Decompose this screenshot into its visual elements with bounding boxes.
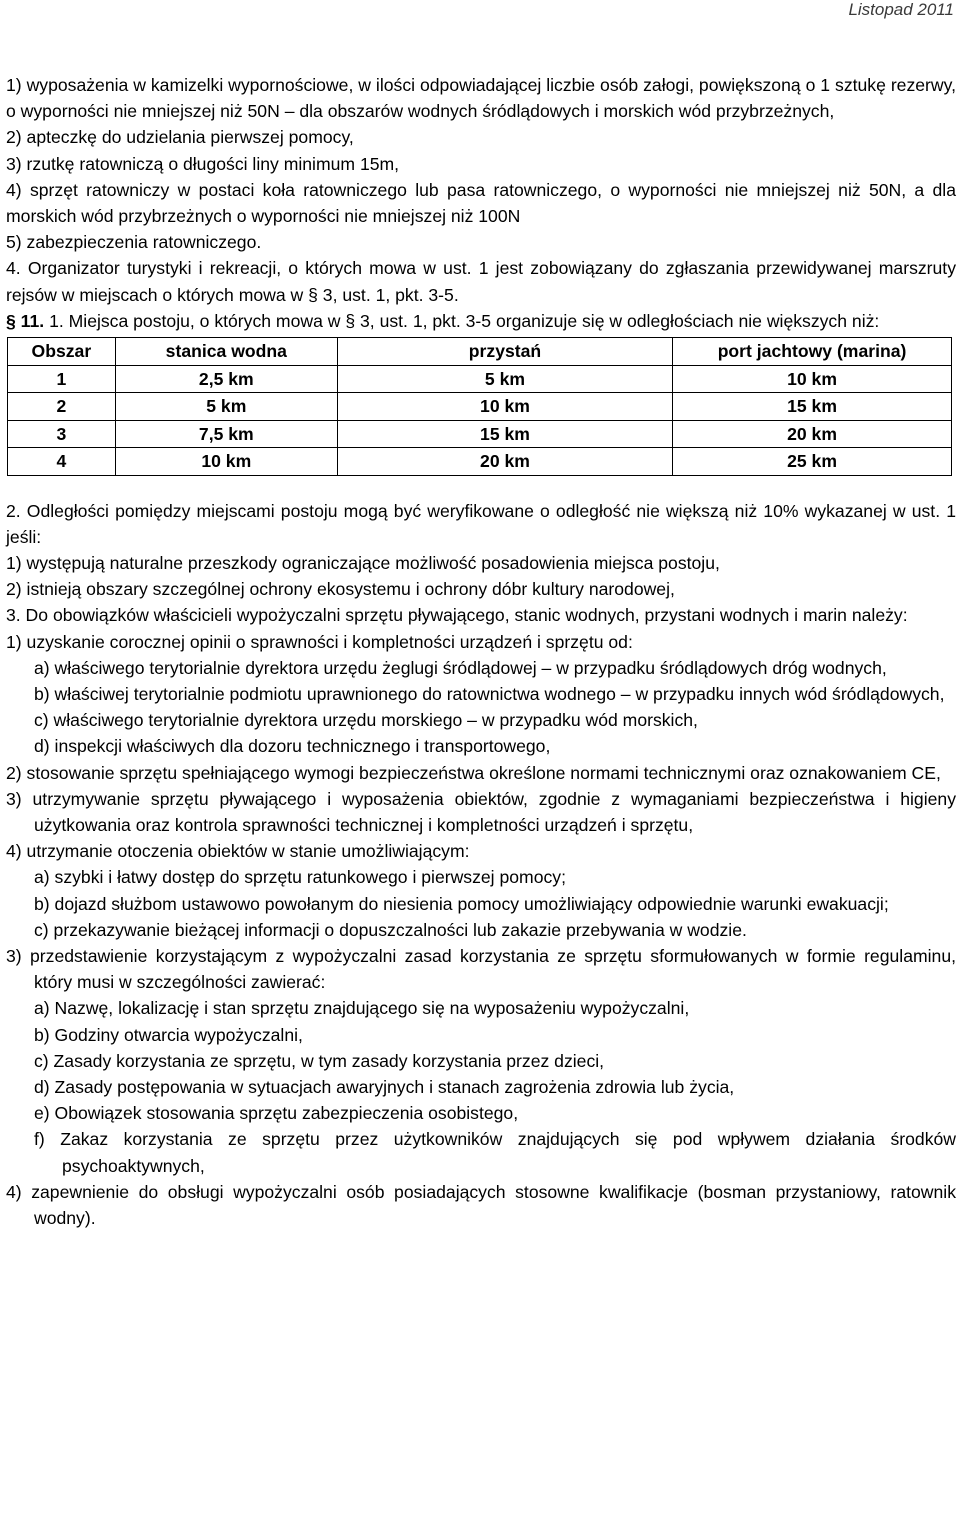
duty-subitem: c) właściwego terytorialnie dyrektora urzędu morskiego – w przypadku wód morskich, xyxy=(34,710,698,731)
document-body xyxy=(6,72,956,1231)
table-row xyxy=(8,448,952,476)
section-number: § 11. xyxy=(6,310,45,331)
table-cell: 4 xyxy=(8,448,116,476)
duty-subitem: b) Godziny otwarcia wypożyczalni, xyxy=(34,1024,303,1045)
table-cell: 25 km xyxy=(673,448,952,476)
table-cell: 15 km xyxy=(337,420,672,448)
table-cell: 7,5 km xyxy=(115,420,337,448)
section-11 xyxy=(6,308,956,334)
duty-subitem: a) Nazwę, lokalizację i stan sprzętu znajdującego się na wyposażeniu wypożyczalni, xyxy=(34,998,690,1019)
header-przystan: przystań xyxy=(337,338,672,366)
table-header-row xyxy=(8,338,952,366)
table-cell: 10 km xyxy=(673,365,952,393)
duty-subitem: d) inspekcji właściwych dla dozoru technicznego i transportowego, xyxy=(34,736,551,757)
header-obszar: Obszar xyxy=(8,338,116,366)
header-date: Listopad 2011 xyxy=(848,0,954,19)
duty-item: 2) stosowanie sprzętu spełniającego wymogi bezpieczeństwa określone normami technicznymi oraz oznakowaniem CE, xyxy=(6,762,941,783)
table-cell: 15 km xyxy=(673,393,952,421)
duty-subitem: e) Obowiązek stosowania sprzętu zabezpieczenia osobistego, xyxy=(34,1103,519,1124)
duty-subitem: b) dojazd służbom ustawowo powołanym do niesienia pomocy umożliwiający odpowiednie warunki ewakuacji; xyxy=(34,893,889,914)
table-row xyxy=(8,365,952,393)
paragraph-3: 3. Do obowiązków właścicieli wypożyczalni sprzętu pływającego, stanic wodnych, przystani wodnych i marin należy: xyxy=(6,605,908,626)
header-marina: port jachtowy (marina) xyxy=(673,338,952,366)
duty-item: 4) zapewnienie do obsługi wypożyczalni osób posiadających stosowne kwalifikacje (bosman przystaniowy, ratownik wodny). xyxy=(6,1181,956,1229)
duty-subitem: f) Zakaz korzystania ze sprzętu przez użytkowników znajdujących się pod wpływem działania środków psychoaktywnych, xyxy=(34,1129,956,1176)
list-item: 1) wyposażenia w kamizelki wypornościowe, w ilości odpowiadającej liczbie osób załogi, powiększoną o 1 sztukę rezerwy, o wyporności nie mniejszej niż 50N – dla obszarów wodnych śródlądowych i morskich wód przybrzeżnych, xyxy=(6,75,956,122)
duty-subitem: a) szybki i łatwy dostęp do sprzętu ratunkowego i pierwszej pomocy; xyxy=(34,867,566,888)
duty-subitem: b) właściwej terytorialnie podmiotu uprawnionego do ratownictwa wodnego – w przypadku innych wód śródlądowych, xyxy=(34,683,945,704)
list-item: 2) apteczkę do udzielania pierwszej pomocy, xyxy=(6,127,354,148)
list-item: 2) istnieją obszary szczególnej ochrony ekosystemu i ochrony dóbr kultury narodowej, xyxy=(6,579,675,600)
duty-item: 3) utrzymywanie sprzętu pływającego i wyposażenia obiektów, zgodnie z wymaganiami bezpieczeństwa i higieny użytkowania oraz kontrola sprawności technicznej i kompletności urządzeń i sprzętu, xyxy=(6,788,956,835)
header-stanica: stanica wodna xyxy=(115,338,337,366)
list-item: 1) występują naturalne przeszkody ograniczające możliwość posadowienia miejsca postoju, xyxy=(6,552,720,573)
duty-subitem: c) Zasady korzystania ze sprzętu, w tym zasady korzystania przez dzieci, xyxy=(34,1050,605,1071)
table-cell: 20 km xyxy=(673,420,952,448)
table-cell: 3 xyxy=(8,420,116,448)
duty-subitem: d) Zasady postępowania w sytuacjach awaryjnych i stanach zagrożenia zdrowia lub życia, xyxy=(34,1077,735,1097)
table-cell: 5 km xyxy=(115,393,337,421)
duty-item: 4) utrzymanie otoczenia obiektów w stanie umożliwiającym: xyxy=(6,841,470,862)
duty-subitem: c) przekazywanie bieżącej informacji o dopuszczalności lub zakazie przebywania w wodzie. xyxy=(34,919,747,940)
table-row xyxy=(8,420,952,448)
duty-subitem: a) właściwego terytorialnie dyrektora urzędu żeglugi śródlądowej – w przypadku śródlądowych dróg wodnych, xyxy=(34,657,887,678)
paragraph-2: 2. Odległości pomiędzy miejscami postoju mogą być weryfikowane o odległość nie większą niż 10% wykazanej w ust. 1 jeśli: xyxy=(6,500,956,547)
table-cell: 20 km xyxy=(337,448,672,476)
table-cell: 2 xyxy=(8,393,116,421)
table-cell: 10 km xyxy=(337,393,672,421)
duty-item: 1) uzyskanie corocznej opinii o sprawności i kompletności urządzeń i sprzętu od: xyxy=(6,631,633,652)
list-item: 3) rzutkę ratowniczą o długości liny minimum 15m, xyxy=(6,153,400,174)
duty-item: 3) przedstawienie korzystającym z wypożyczalni zasad korzystania ze sprzętu sformułowanych w formie regulaminu, który musi w szczególności zawierać: xyxy=(6,945,956,993)
table-cell: 2,5 km xyxy=(115,365,337,393)
list-item: 4) sprzęt ratowniczy w postaci koła ratowniczego lub pasa ratowniczego, o wyporności nie mniejszej niż 50N, a dla morskich wód przybrzeżnych o wyporności nie mniejszej niż 100N xyxy=(6,179,956,227)
table-row xyxy=(8,393,952,421)
table-cell: 1 xyxy=(8,365,116,393)
distance-table xyxy=(7,337,952,476)
point-4: 4. Organizator turystyki i rekreacji, o których mowa w ust. 1 jest zobowiązany do zgłaszania przewidywanej marszruty rejsów w miejscach o których mowa w § 3, ust. 1, pkt. 3-5. xyxy=(6,258,956,305)
table-cell: 10 km xyxy=(115,448,337,476)
section-text: 1. Miejsca postoju, o których mowa w § 3, ust. 1, pkt. 3-5 organizuje się w odległościach nie większych niż: xyxy=(49,310,880,331)
list-item: 5) zabezpieczenia ratowniczego. xyxy=(6,232,262,253)
table-cell: 5 km xyxy=(337,365,672,393)
